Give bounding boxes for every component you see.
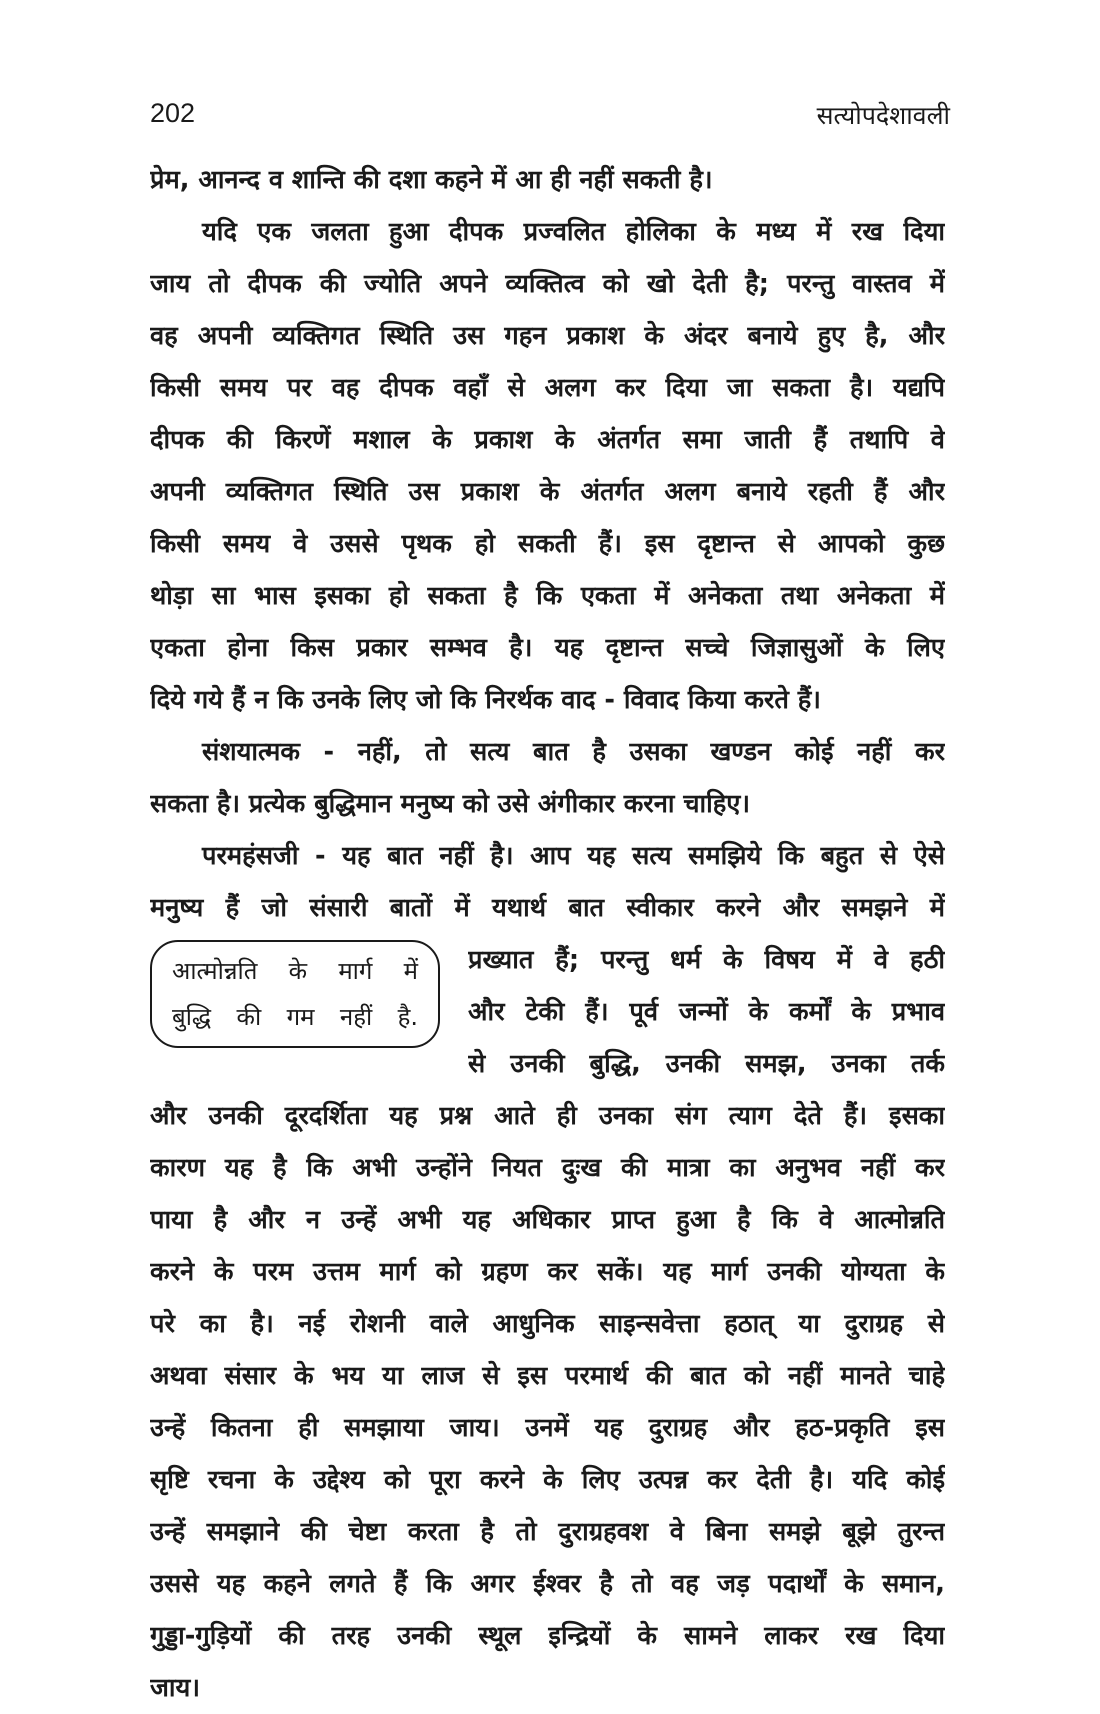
- sidenote-line: बुद्धि की गम नहीं है.: [172, 1003, 418, 1031]
- text-line: प्रेम, आनन्द व शान्ति की दशा कहने में आ ही नहीं सकती है।: [150, 165, 713, 195]
- text-line: से उनकी बुद्धि, उनकी समझ, उनका तर्क: [468, 1049, 945, 1079]
- text-line: करने के परम उत्तम मार्ग को ग्रहण कर सकें। यह मार्ग उनकी योग्यता के: [150, 1257, 945, 1287]
- text-line: एकता होना किस प्रकार सम्भव है। यह दृष्टान्त सच्चे जिज्ञासुओं के लिए: [150, 633, 945, 663]
- wrapped-text: [468, 934, 945, 1090]
- sidenote-block: [150, 934, 945, 1090]
- text-line: वह अपनी व्यक्तिगत स्थिति उस गहन प्रकाश के अंदर बनाये हुए है, और: [150, 321, 945, 351]
- text-line: जाय तो दीपक की ज्योति अपने व्यक्तित्व को खो देती है; परन्तु वास्तव में: [150, 269, 945, 299]
- text-line: जाय।: [150, 1673, 200, 1703]
- text-line: मनुष्य हैं जो संसारी बातों में यथार्थ बात स्वीकार करने और समझने में: [150, 893, 945, 923]
- text-line: अपनी व्यक्तिगत स्थिति उस प्रकाश के अंतर्गत अलग बनाये रहती हैं और: [150, 477, 945, 507]
- text-line: गुड्डा-गुड़ियों की तरह उनकी स्थूल इन्द्रियों के सामने लाकर रख दिया: [150, 1621, 945, 1651]
- sidenote-line: आत्मोन्नति के मार्ग में: [172, 957, 418, 985]
- text-line: पाया है और न उन्हें अभी यह अधिकार प्राप्त हुआ है कि वे आत्मोन्नति: [150, 1205, 945, 1235]
- text-line: उससे यह कहने लगते हैं कि अगर ईश्वर है तो वह जड़ पदार्थों के समान,: [150, 1569, 945, 1599]
- text-line: कारण यह है कि अभी उन्होंने नियत दुःख की मात्रा का अनुभव नहीं कर: [150, 1153, 945, 1183]
- text-line: परमहंसजी - यह बात नहीं है। आप यह सत्य समझिये कि बहुत से ऐसे: [202, 841, 945, 871]
- running-title: सत्योपदेशावली: [816, 101, 950, 130]
- text-line: सृष्टि रचना के उद्देश्य को पूरा करने के लिए उत्पन्न कर देती है। यदि कोई: [150, 1465, 945, 1495]
- text-line: अथवा संसार के भय या लाज से इस परमार्थ की बात को नहीं मानते चाहे: [150, 1361, 945, 1391]
- text-line: दिये गये हैं न कि उनके लिए जो कि निरर्थक वाद - विवाद किया करते हैं।: [150, 685, 821, 715]
- page-number: 202: [150, 98, 196, 128]
- text-line: यदि एक जलता हुआ दीपक प्रज्वलित होलिका के मध्य में रख दिया: [202, 217, 945, 247]
- page-header: [150, 98, 950, 138]
- text-line: और टेकी हैं। पूर्व जन्मों के कर्मों के प्रभाव: [468, 997, 945, 1027]
- text-line: सकता है। प्रत्येक बुद्धिमान मनुष्य को उसे अंगीकार करना चाहिए।: [150, 789, 751, 819]
- text-line: परे का है। नई रोशनी वाले आधुनिक साइन्सवेत्ता हठात् या दुराग्रह से: [150, 1309, 945, 1339]
- text-line: और उनकी दूरदर्शिता यह प्रश्न आते ही उनका संग त्याग देते हैं। इसका: [150, 1101, 945, 1131]
- text-line: उन्हें समझाने की चेष्टा करता है तो दुराग्रहवश वे बिना समझे बूझे तुरन्त: [150, 1517, 945, 1547]
- text-line: संशयात्मक - नहीं, तो सत्य बात है उसका खण्डन कोई नहीं कर: [202, 737, 945, 767]
- text-line: प्रख्यात हैं; परन्तु धर्म के विषय में वे हठी: [468, 945, 945, 975]
- text-line: उन्हें कितना ही समझाया जाय। उनमें यह दुराग्रह और हठ-प्रकृति इस: [150, 1413, 945, 1443]
- sidenote-box: [150, 940, 440, 1048]
- body-text: [150, 154, 945, 1714]
- text-line: किसी समय वे उससे पृथक हो सकती हैं। इस दृष्टान्त से आपको कुछ: [150, 529, 945, 559]
- text-line: थोड़ा सा भास इसका हो सकता है कि एकता में अनेकता तथा अनेकता में: [150, 581, 945, 611]
- text-line: दीपक की किरणें मशाल के प्रकाश के अंतर्गत समा जाती हैं तथापि वे: [150, 425, 945, 455]
- text-line: किसी समय पर वह दीपक वहाँ से अलग कर दिया जा सकता है। यद्यपि: [150, 373, 945, 403]
